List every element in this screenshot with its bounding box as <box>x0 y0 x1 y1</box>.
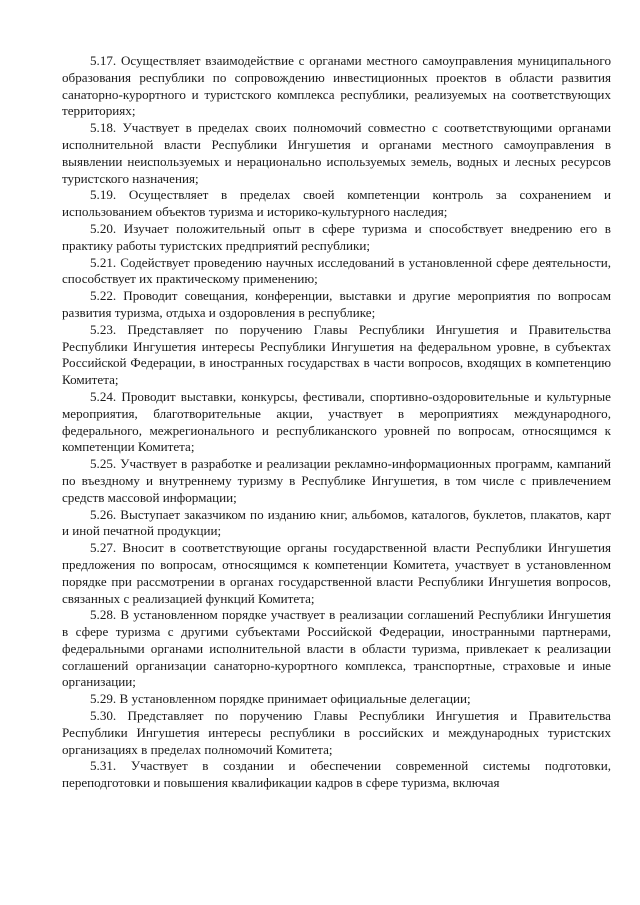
paragraph-5-28: 5.28. В установленном порядке участвует в реализации соглашений Республики Ингушетия в сфере туризма с другими субъектами Российской Федерации, иностранными партнерами, федеральными органами исполнительной власти в области туризма, привлекает к реализации соглашений организации санаторно-курортного комплекса, транспортные, страховые и иные организации; <box>62 607 611 690</box>
paragraph-5-17: 5.17. Осуществляет взаимодействие с органами местного самоуправления муниципального образования республики по сопровождению инвестиционных проектов в области развития санаторно-курортного и туристского комплекса республики, реализуемых на соответствующих территориях; <box>62 53 611 119</box>
paragraph-5-27: 5.27. Вносит в соответствующие органы государственной власти Республики Ингушетия предложения по вопросам, относящимся к компетенции Комитета, участвует в установленном порядке при рассмотрении в органах государственной власти Республики Ингушетия вопросов, связанных с реализацией функций Комитета; <box>62 540 611 606</box>
paragraph-5-19: 5.19. Осуществляет в пределах своей компетенции контроль за сохранением и использованием объектов туризма и историко-культурного наследия; <box>62 187 611 220</box>
paragraph-5-30: 5.30. Представляет по поручению Главы Республики Ингушетия и Правительства Республики Ингушетия интересы республики в российских и международных туристских организациях в пределах полномочий Комитета; <box>62 708 611 757</box>
paragraph-5-20: 5.20. Изучает положительный опыт в сфере туризма и способствует внедрению его в практику работы туристских предприятий республики; <box>62 220 611 253</box>
paragraph-5-25: 5.25. Участвует в разработке и реализации рекламно-информационных программ, кампаний по въездному и внутреннему туризму в Республике Ингушетия, в том числе с привлечением средств массовой информации; <box>62 456 611 505</box>
paragraph-5-26: 5.26. Выступает заказчиком по изданию книг, альбомов, каталогов, буклетов, плакатов, карт и иной печатной продукции; <box>62 506 611 539</box>
paragraph-5-21: 5.21. Содействует проведению научных исследований в установленной сфере деятельности, способствует их практическому применению; <box>62 254 611 287</box>
paragraph-5-29: 5.29. В установленном порядке принимает официальные делегации; <box>90 691 471 707</box>
paragraph-5-24: 5.24. Проводит выставки, конкурсы, фестивали, спортивно-оздоровительные и культурные мероприятия, благотворительные акции, участвует в мероприятиях международного, федерального, межрегионального и республиканского уровней по вопросам, относящимся к компетенции Комитета; <box>62 388 611 455</box>
paragraph-5-18: 5.18. Участвует в пределах своих полномочий совместно с соответствующими органами исполнительной власти Республики Ингушетия и органами местного самоуправления в выявлении неиспользуемых и нерационально используемых земель, водных и лесных ресурсов туристского назначения; <box>62 120 611 186</box>
paragraph-5-23: 5.23. Представляет по поручению Главы Республики Ингушетия и Правительства Республики Ингушетия интересы Республики Ингушетия на федеральном уровне, в субъектах Российской Федерации, в иностранных государствах в части вопросов, входящих в компетенцию Комитета; <box>62 321 611 388</box>
document-page <box>62 53 611 792</box>
paragraph-5-22: 5.22. Проводит совещания, конференции, выставки и другие мероприятия по вопросам развития туризма, отдыха и оздоровления в республике; <box>62 288 611 320</box>
paragraph-5-31: 5.31. Участвует в создании и обеспечении современной системы подготовки, переподготовки и повышения квалификации кадров в сфере туризма, включая <box>62 758 611 791</box>
